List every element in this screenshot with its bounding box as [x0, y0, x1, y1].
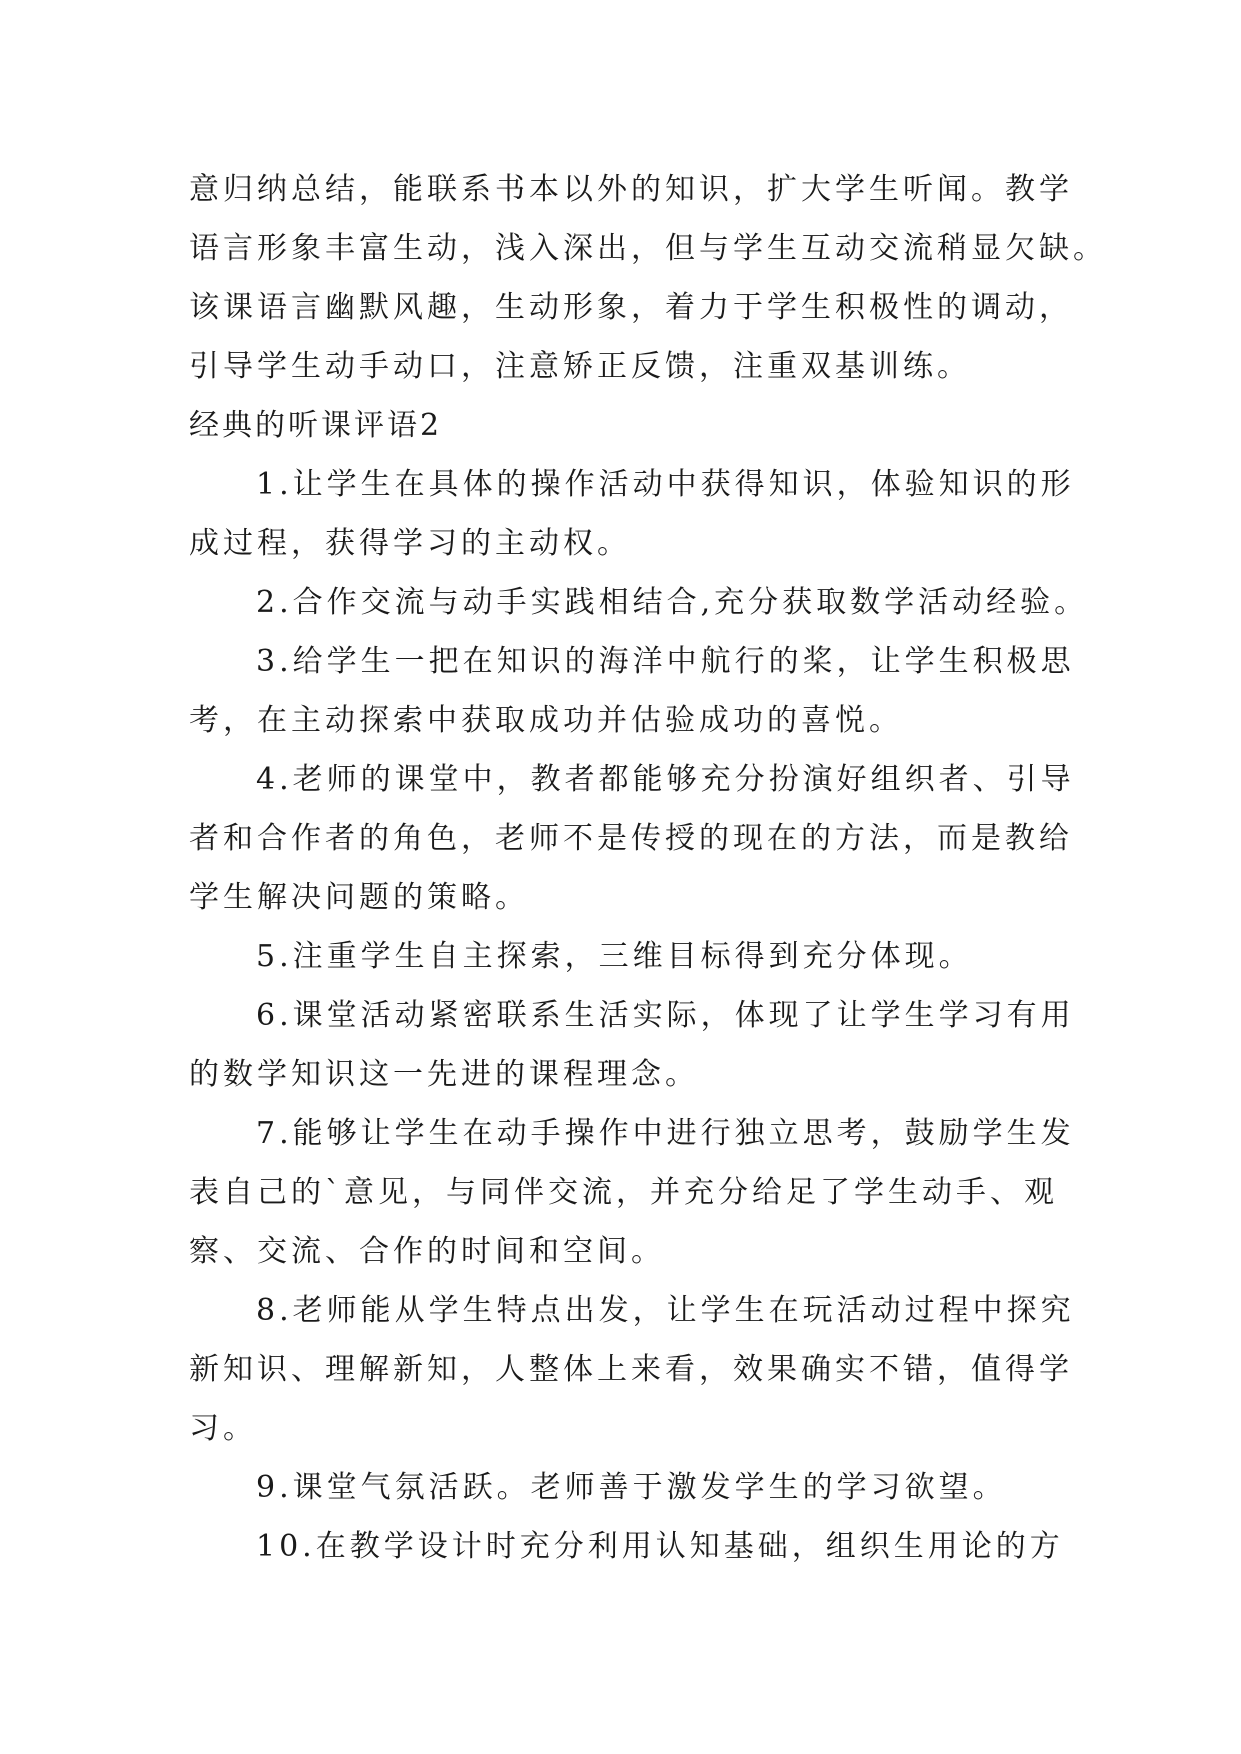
list-item [189, 1517, 1064, 1576]
list-item [189, 927, 1049, 986]
list-item-line: 9.课堂气氛活跃。老师善于激发学生的学习欲望。 [256, 1470, 1007, 1505]
list-item [189, 1281, 1075, 1458]
list-item-line: 10.在教学设计时充分利用认知基础，组织生用论的方 [256, 1529, 1064, 1564]
intro-line: 该课语言幽默风趣，生动形象，着力于学生积极性的调动， [189, 290, 1073, 325]
list-item-line: 3.给学生一把在知识的海洋中航行的桨，让学生积极思 [256, 644, 1075, 679]
document-body [189, 160, 1107, 1576]
list-item-line: 考，在主动探索中获取成功并估验成功的喜悦。 [189, 703, 903, 738]
list-item [189, 1104, 1075, 1281]
list-item [189, 632, 1075, 750]
list-item-line: 2.合作交流与动手实践相结合,充分获取数学活动经验。 [256, 585, 1089, 620]
list-item-line: 的数学知识这一先进的课程理念。 [189, 1057, 699, 1092]
list-item [189, 986, 1075, 1104]
list-item-line: 成过程，获得学习的主动权。 [189, 526, 631, 561]
list-item-line: 察、交流、合作的时间和空间。 [189, 1234, 665, 1269]
intro-line: 意归纳总结，能联系书本以外的知识，扩大学生听闻。教学 [189, 172, 1073, 207]
list-item-line: 7.能够让学生在动手操作中进行独立思考，鼓励学生发 [256, 1116, 1075, 1151]
list-item [189, 1458, 1049, 1517]
intro-line: 语言形象丰富生动，浅入深出，但与学生互动交流稍显欠缺。 [189, 231, 1107, 266]
list-item-line: 学生解决问题的策略。 [189, 880, 529, 915]
list-item-line: 习。 [189, 1411, 257, 1446]
list-item [189, 573, 1089, 632]
list-item-line: 1.让学生在具体的操作活动中获得知识，体验知识的形 [256, 467, 1075, 502]
intro-line: 引导学生动手动口，注意矫正反馈，注重双基训练。 [189, 349, 971, 384]
list-item-line: 6.课堂活动紧密联系生活实际，体现了让学生学习有用 [256, 998, 1075, 1033]
list-item-line: 4.老师的课堂中，教者都能够充分扮演好组织者、引导 [256, 762, 1075, 797]
section-heading: 经典的听课评语2 [189, 408, 443, 443]
list-item [189, 750, 1075, 927]
list-item-line: 新知识、理解新知，人整体上来看，效果确实不错，值得学 [189, 1352, 1073, 1387]
list-item-line: 者和合作者的角色，老师不是传授的现在的方法，而是教给 [189, 821, 1073, 856]
list-item-line: 8.老师能从学生特点出发，让学生在玩活动过程中探究 [256, 1293, 1075, 1328]
list-item [189, 455, 1075, 573]
list-item-line: 表自己的`意见，与同伴交流，并充分给足了学生动手、观 [189, 1175, 1058, 1210]
list-item-line: 5.注重学生自主探索，三维目标得到充分体现。 [256, 939, 973, 974]
